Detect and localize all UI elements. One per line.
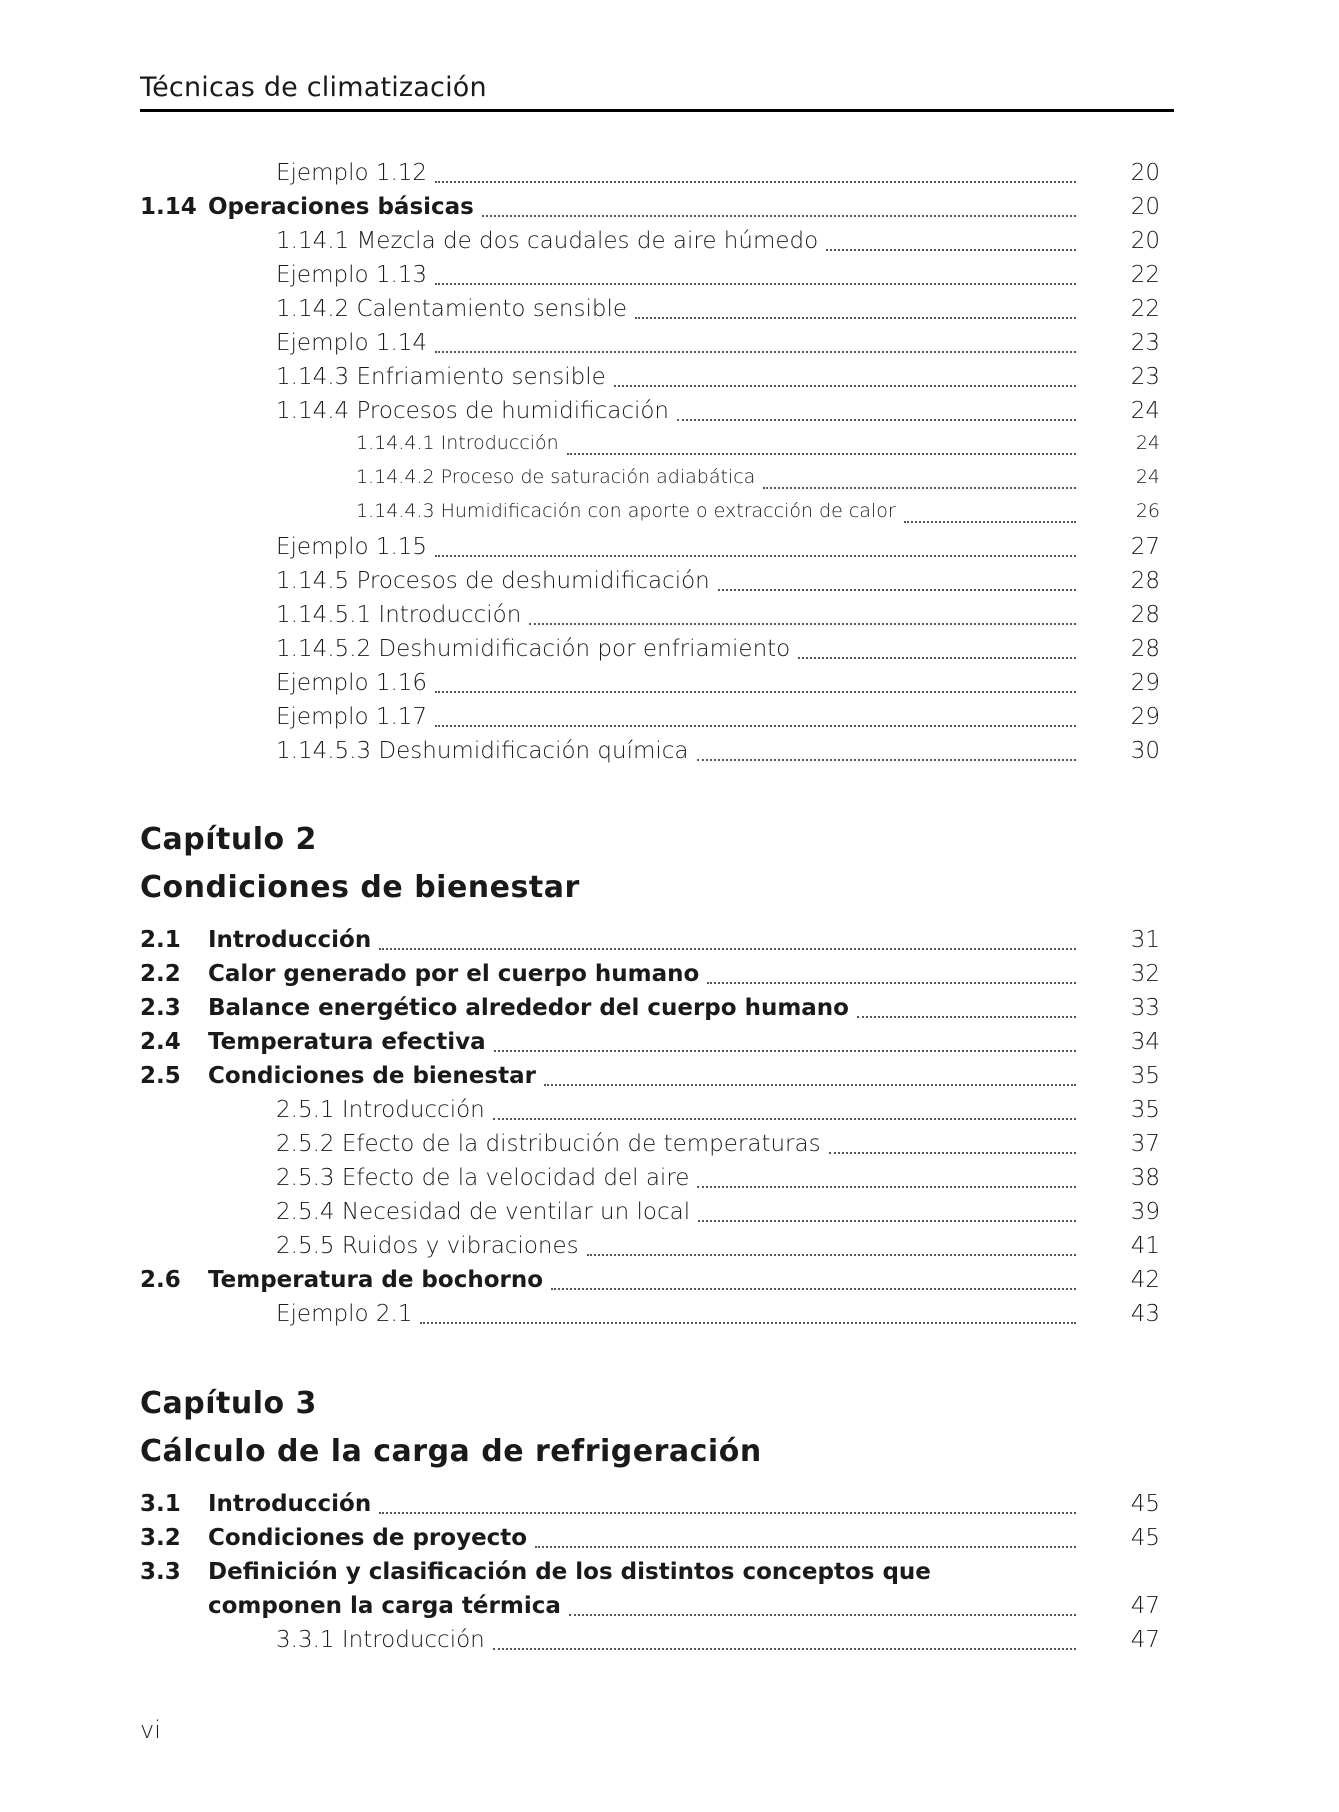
toc-entry-page: 22: [1130, 262, 1160, 288]
toc-entry: [140, 534, 1160, 564]
chapter-3-label: Capítulo 3: [140, 1386, 317, 1421]
toc-entry-title: Condiciones de bienestar: [208, 1063, 536, 1089]
toc-entry-page: 28: [1130, 568, 1160, 594]
toc-entry-page: 22: [1130, 296, 1160, 322]
toc-entry: [140, 296, 1160, 326]
toc-entry-page: 20: [1130, 228, 1160, 254]
toc-entry: [140, 670, 1160, 700]
chapter-2-title: Condiciones de bienestar: [140, 870, 580, 905]
dot-leader: [587, 1253, 1076, 1256]
chapter-3-title: Cálculo de la carga de refrigeración: [140, 1434, 762, 1469]
dot-leader: [493, 1117, 1076, 1120]
toc-entry-page: 45: [1130, 1491, 1160, 1517]
toc-entry-page: 23: [1130, 330, 1160, 356]
toc-entry-title: Ejemplo 1.15: [276, 534, 428, 560]
toc-entry-title: 1.14.4.1 Introducción: [356, 432, 559, 454]
toc-entry-page: 24: [1135, 432, 1160, 454]
dot-leader: [535, 1545, 1076, 1548]
toc-entry-title: Ejemplo 1.16: [276, 670, 428, 696]
toc-entry: [140, 1165, 1160, 1195]
dot-leader: [829, 1151, 1076, 1154]
page-number: vi: [140, 1716, 161, 1744]
toc-entry-page: 23: [1130, 364, 1160, 390]
toc-entry-title: 2.5.5 Ruidos y vibraciones: [276, 1233, 579, 1259]
toc-entry-page: 42: [1130, 1267, 1160, 1293]
toc-entry-page: 37: [1130, 1131, 1160, 1157]
toc-entry-number: 3.3: [140, 1559, 181, 1585]
dot-leader: [614, 384, 1076, 387]
toc-entry-title: Definición y clasificación de los distintos conceptos que: [208, 1559, 931, 1585]
toc-entry-number: 2.4: [140, 1029, 181, 1055]
chapter-2-label: Capítulo 2: [140, 822, 317, 857]
dot-leader: [435, 350, 1076, 353]
dot-leader: [493, 1647, 1076, 1650]
dot-leader: [544, 1083, 1076, 1086]
toc-entry: [140, 961, 1160, 991]
toc-entry: [140, 500, 1160, 530]
toc-entry-number: 3.2: [140, 1525, 181, 1551]
toc-entry-title: componen la carga térmica: [208, 1593, 561, 1619]
toc-entry-number: 2.2: [140, 961, 181, 987]
toc-entry-title: 1.14.5.1 Introducción: [276, 602, 522, 628]
toc-entry-page: 43: [1130, 1301, 1160, 1327]
toc-entry-page: 38: [1130, 1165, 1160, 1191]
dot-leader: [482, 214, 1076, 217]
dot-leader: [677, 418, 1076, 421]
toc-entry: [140, 330, 1160, 360]
toc-entry: [140, 1593, 1160, 1623]
toc-entry: [140, 738, 1160, 768]
toc-entry: [140, 1627, 1160, 1657]
dot-leader: [529, 622, 1076, 625]
dot-leader: [569, 1613, 1076, 1616]
toc-entry-page: 20: [1130, 160, 1160, 186]
dot-leader: [379, 947, 1076, 950]
toc-entry: [140, 1199, 1160, 1229]
toc-entry-title: 2.5.4 Necesidad de ventilar un local: [276, 1199, 691, 1225]
toc-entry-page: 31: [1130, 927, 1160, 953]
toc-entry-page: 47: [1130, 1627, 1160, 1653]
toc-entry-number: 2.3: [140, 995, 181, 1021]
dot-leader: [698, 1219, 1076, 1222]
toc-entry-number: 2.1: [140, 927, 181, 953]
toc-entry: [140, 364, 1160, 394]
toc-entry-title: 2.5.2 Efecto de la distribución de temperaturas: [276, 1131, 821, 1157]
dot-leader: [763, 486, 1076, 489]
dot-leader: [420, 1321, 1076, 1324]
toc-entry-title: Ejemplo 1.17: [276, 704, 428, 730]
toc-entry-title: 2.5.3 Efecto de la velocidad del aire: [276, 1165, 690, 1191]
dot-leader: [567, 452, 1076, 455]
dot-leader: [435, 690, 1076, 693]
toc-entry-title: Temperatura efectiva: [208, 1029, 486, 1055]
toc-entry-title: Ejemplo 1.13: [276, 262, 428, 288]
toc-entry-page: 29: [1130, 670, 1160, 696]
toc-entry-title: 1.14.1 Mezcla de dos caudales de aire húmedo: [276, 228, 819, 254]
toc-entry-title: 1.14.4.2 Proceso de saturación adiabática: [356, 466, 756, 488]
dot-leader: [697, 1185, 1076, 1188]
toc-entry: [140, 568, 1160, 598]
toc-entry-page: 33: [1130, 995, 1160, 1021]
toc-entry: [140, 398, 1160, 428]
toc-entry: [140, 1029, 1160, 1059]
toc-entry-title: Calor generado por el cuerpo humano: [208, 961, 700, 987]
toc-entry-title: 1.14.5 Procesos de deshumidificación: [276, 568, 710, 594]
dot-leader: [379, 1511, 1076, 1514]
toc-entry-page: 28: [1130, 602, 1160, 628]
toc-entry: [140, 636, 1160, 666]
toc-entry-page: 47: [1130, 1593, 1160, 1619]
toc-entry: [140, 228, 1160, 258]
toc-entry: [140, 1559, 1160, 1589]
toc-entry: [140, 704, 1160, 734]
dot-leader: [697, 758, 1076, 761]
toc-entry-title: 1.14.4.3 Humidificación con aporte o extracción de calor: [356, 500, 896, 522]
dot-leader: [826, 248, 1076, 251]
running-header: Técnicas de climatización: [140, 72, 1174, 112]
dot-leader: [857, 1015, 1076, 1018]
dot-leader: [551, 1287, 1076, 1290]
toc-entry-title: 3.3.1 Introducción: [276, 1627, 485, 1653]
toc-entry-title: Introducción: [208, 927, 372, 953]
toc-entry-number: 1.14: [140, 194, 197, 220]
toc-entry-page: 29: [1130, 704, 1160, 730]
toc-entry: [140, 1131, 1160, 1161]
toc-entry-number: 2.6: [140, 1267, 181, 1293]
toc-entry-title: Ejemplo 1.12: [276, 160, 428, 186]
toc-entry: [140, 1233, 1160, 1263]
toc-entry: [140, 432, 1160, 462]
toc-entry: [140, 1097, 1160, 1127]
toc-entry: [140, 927, 1160, 957]
toc-entry-page: 32: [1130, 961, 1160, 987]
toc-entry-title: 1.14.3 Enfriamiento sensible: [276, 364, 606, 390]
toc-entry-title: Ejemplo 2.1: [276, 1301, 413, 1327]
toc-entry-title: 1.14.5.3 Deshumidificación química: [276, 738, 689, 764]
toc-entry-title: Operaciones básicas: [208, 194, 474, 220]
toc-entry-page: 41: [1130, 1233, 1160, 1259]
toc-entry-page: 34: [1130, 1029, 1160, 1055]
toc-entry-page: 35: [1130, 1097, 1160, 1123]
dot-leader: [435, 282, 1076, 285]
toc-entry-page: 30: [1130, 738, 1160, 764]
dot-leader: [635, 316, 1076, 319]
dot-leader: [435, 180, 1076, 183]
toc-entry-title: 1.14.4 Procesos de humidificación: [276, 398, 670, 424]
toc-entry-number: 3.1: [140, 1491, 181, 1517]
toc-entry-title: Temperatura de bochorno: [208, 1267, 544, 1293]
toc-entry: [140, 194, 1160, 224]
toc-entry: [140, 1267, 1160, 1297]
dot-leader: [707, 981, 1076, 984]
toc-entry: [140, 160, 1160, 190]
toc-entry-title: Balance energético alrededor del cuerpo humano: [208, 995, 849, 1021]
toc-entry-page: 24: [1130, 398, 1160, 424]
dot-leader: [718, 588, 1076, 591]
toc-entry-page: 35: [1130, 1063, 1160, 1089]
dot-leader: [494, 1049, 1076, 1052]
toc-entry: [140, 995, 1160, 1025]
toc-entry: [140, 1525, 1160, 1555]
toc-entry: [140, 466, 1160, 496]
toc-entry: [140, 1301, 1160, 1331]
toc-entry: [140, 602, 1160, 632]
toc-entry-page: 27: [1130, 534, 1160, 560]
toc-entry-number: 2.5: [140, 1063, 181, 1089]
toc-entry-title: Ejemplo 1.14: [276, 330, 428, 356]
toc-entry: [140, 262, 1160, 292]
toc-entry: [140, 1063, 1160, 1093]
toc-entry-title: 1.14.5.2 Deshumidificación por enfriamiento: [276, 636, 791, 662]
toc-entry-page: 26: [1135, 500, 1160, 522]
dot-leader: [435, 724, 1076, 727]
dot-leader: [904, 520, 1076, 523]
toc-entry: [140, 1491, 1160, 1521]
toc-entry-page: 28: [1130, 636, 1160, 662]
toc-entry-page: 20: [1130, 194, 1160, 220]
dot-leader: [435, 554, 1076, 557]
dot-leader: [798, 656, 1076, 659]
toc-entry-page: 45: [1130, 1525, 1160, 1551]
toc-entry-title: Condiciones de proyecto: [208, 1525, 528, 1551]
toc-entry-title: 1.14.2 Calentamiento sensible: [276, 296, 627, 322]
toc-entry-page: 24: [1135, 466, 1160, 488]
toc-entry-title: Introducción: [208, 1491, 372, 1517]
toc-entry-title: 2.5.1 Introducción: [276, 1097, 485, 1123]
toc-entry-page: 39: [1130, 1199, 1160, 1225]
